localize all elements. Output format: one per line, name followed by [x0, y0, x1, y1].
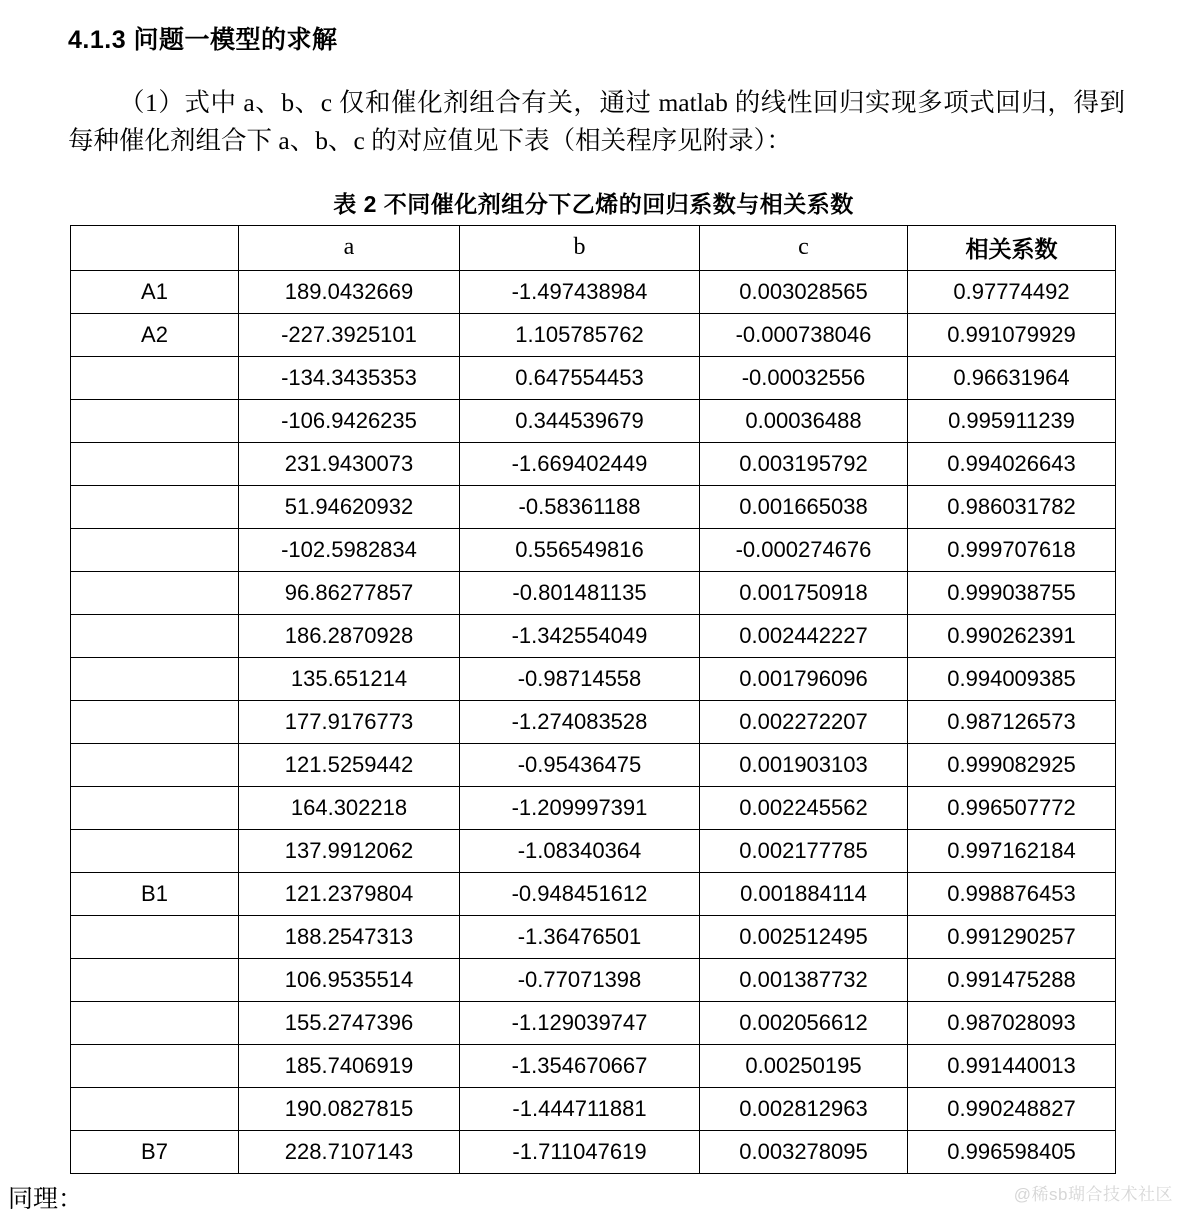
cell-b: 0.556549816 — [460, 528, 700, 571]
cell-b: -0.801481135 — [460, 571, 700, 614]
cell-label: B7 — [71, 1130, 239, 1173]
table-row — [71, 829, 1116, 872]
cell-c: 0.00250195 — [700, 1044, 908, 1087]
table-row — [71, 1044, 1116, 1087]
cell-c: 0.001796096 — [700, 657, 908, 700]
cell-b: -1.669402449 — [460, 442, 700, 485]
cell-c: 0.002177785 — [700, 829, 908, 872]
cell-a: 51.94620932 — [239, 485, 460, 528]
cell-a: -106.9426235 — [239, 399, 460, 442]
cell-a: 231.9430073 — [239, 442, 460, 485]
cell-correlation: 0.999707618 — [908, 528, 1116, 571]
cell-a: 121.2379804 — [239, 872, 460, 915]
cell-c: 0.003028565 — [700, 270, 908, 313]
cell-b: -1.08340364 — [460, 829, 700, 872]
cell-c: 0.002512495 — [700, 915, 908, 958]
table-row — [71, 571, 1116, 614]
cell-label — [71, 700, 239, 743]
cell-label — [71, 399, 239, 442]
table-row — [71, 700, 1116, 743]
body-paragraph: （1）式中 a、b、c 仅和催化剂组合有关，通过 matlab 的线性回归实现多项式回归，得到每种催化剂组合下 a、b、c 的对应值见下表（相关程序见附录）： — [68, 88, 1125, 156]
cell-label — [71, 786, 239, 829]
cell-b: -1.711047619 — [460, 1130, 700, 1173]
cell-b: -1.497438984 — [460, 270, 700, 313]
cell-b: -0.948451612 — [460, 872, 700, 915]
cell-c: 0.003195792 — [700, 442, 908, 485]
table-row — [71, 958, 1116, 1001]
cell-label — [71, 915, 239, 958]
cell-label — [71, 528, 239, 571]
table-row — [71, 915, 1116, 958]
cell-b: -1.36476501 — [460, 915, 700, 958]
footer-note: 同理： — [8, 1185, 84, 1213]
table-row — [71, 872, 1116, 915]
cell-c: -0.00032556 — [700, 356, 908, 399]
cell-correlation: 0.999038755 — [908, 571, 1116, 614]
table-row — [71, 1130, 1116, 1173]
cell-a: 135.651214 — [239, 657, 460, 700]
table-row — [71, 614, 1116, 657]
cell-a: 190.0827815 — [239, 1087, 460, 1130]
cell-a: 164.302218 — [239, 786, 460, 829]
cell-correlation: 0.999082925 — [908, 743, 1116, 786]
table-row — [71, 1001, 1116, 1044]
cell-a: -102.5982834 — [239, 528, 460, 571]
cell-c: 0.003278095 — [700, 1130, 908, 1173]
cell-b: -0.98714558 — [460, 657, 700, 700]
cell-correlation: 0.995911239 — [908, 399, 1116, 442]
cell-label — [71, 829, 239, 872]
cell-correlation: 0.991290257 — [908, 915, 1116, 958]
column-header-a: a — [239, 225, 460, 270]
table-row — [71, 356, 1116, 399]
cell-c: 0.002245562 — [700, 786, 908, 829]
cell-label — [71, 442, 239, 485]
cell-label — [71, 1044, 239, 1087]
cell-c: 0.001387732 — [700, 958, 908, 1001]
cell-label — [71, 1001, 239, 1044]
table-row — [71, 399, 1116, 442]
table-row — [71, 786, 1116, 829]
cell-a: 188.2547313 — [239, 915, 460, 958]
cell-label: A2 — [71, 313, 239, 356]
cell-correlation: 0.991440013 — [908, 1044, 1116, 1087]
cell-correlation: 0.987126573 — [908, 700, 1116, 743]
cell-b: 0.344539679 — [460, 399, 700, 442]
cell-a: -227.3925101 — [239, 313, 460, 356]
cell-b: -0.58361188 — [460, 485, 700, 528]
cell-b: -0.77071398 — [460, 958, 700, 1001]
table-row — [71, 270, 1116, 313]
cell-correlation: 0.990248827 — [908, 1087, 1116, 1130]
cell-label — [71, 958, 239, 1001]
cell-correlation: 0.990262391 — [908, 614, 1116, 657]
cell-c: 0.00036488 — [700, 399, 908, 442]
table-container — [0, 225, 1187, 1174]
cell-c: 0.002812963 — [700, 1087, 908, 1130]
cell-label — [71, 657, 239, 700]
cell-a: 228.7107143 — [239, 1130, 460, 1173]
cell-correlation: 0.97774492 — [908, 270, 1116, 313]
cell-a: 189.0432669 — [239, 270, 460, 313]
cell-correlation: 0.997162184 — [908, 829, 1116, 872]
cell-a: 121.5259442 — [239, 743, 460, 786]
cell-c: -0.000274676 — [700, 528, 908, 571]
cell-b: -0.95436475 — [460, 743, 700, 786]
column-header-correlation: 相关系数 — [908, 225, 1116, 270]
section-heading: 4.1.3 问题一模型的求解 — [68, 25, 338, 54]
cell-label — [71, 356, 239, 399]
cell-b: -1.209997391 — [460, 786, 700, 829]
cell-a: 155.2747396 — [239, 1001, 460, 1044]
cell-a: 186.2870928 — [239, 614, 460, 657]
cell-label: B1 — [71, 872, 239, 915]
cell-b: 0.647554453 — [460, 356, 700, 399]
cell-correlation: 0.987028093 — [908, 1001, 1116, 1044]
cell-correlation: 0.998876453 — [908, 872, 1116, 915]
cell-label — [71, 1087, 239, 1130]
column-header-label — [71, 225, 239, 270]
table-caption: 表 2 不同催化剂组分下乙烯的回归系数与相关系数 — [333, 190, 854, 217]
cell-correlation: 0.994009385 — [908, 657, 1116, 700]
table-row — [71, 485, 1116, 528]
cell-b: -1.444711881 — [460, 1087, 700, 1130]
cell-correlation: 0.996598405 — [908, 1130, 1116, 1173]
watermark: @稀sb瑚合技术社区 — [1013, 1184, 1173, 1204]
table-header — [71, 225, 1116, 270]
cell-c: 0.002056612 — [700, 1001, 908, 1044]
cell-correlation: 0.996507772 — [908, 786, 1116, 829]
cell-b: 1.105785762 — [460, 313, 700, 356]
column-header-c: c — [700, 225, 908, 270]
table-row — [71, 313, 1116, 356]
table-body — [71, 270, 1116, 1173]
column-header-b: b — [460, 225, 700, 270]
cell-label — [71, 571, 239, 614]
cell-label — [71, 743, 239, 786]
table-row — [71, 657, 1116, 700]
cell-b: -1.129039747 — [460, 1001, 700, 1044]
cell-c: 0.001903103 — [700, 743, 908, 786]
table-row — [71, 1087, 1116, 1130]
cell-correlation: 0.991475288 — [908, 958, 1116, 1001]
cell-a: 106.9535514 — [239, 958, 460, 1001]
cell-c: 0.001750918 — [700, 571, 908, 614]
cell-c: 0.001884114 — [700, 872, 908, 915]
cell-a: 96.86277857 — [239, 571, 460, 614]
cell-label — [71, 614, 239, 657]
cell-c: 0.002272207 — [700, 700, 908, 743]
cell-correlation: 0.994026643 — [908, 442, 1116, 485]
cell-b: -1.274083528 — [460, 700, 700, 743]
document-page — [0, 21, 1187, 1213]
table-header-row — [71, 225, 1116, 270]
cell-c: 0.002442227 — [700, 614, 908, 657]
cell-a: -134.3435353 — [239, 356, 460, 399]
cell-b: -1.342554049 — [460, 614, 700, 657]
table-row — [71, 442, 1116, 485]
cell-correlation: 0.991079929 — [908, 313, 1116, 356]
cell-c: 0.001665038 — [700, 485, 908, 528]
table-row — [71, 528, 1116, 571]
cell-correlation: 0.96631964 — [908, 356, 1116, 399]
cell-a: 185.7406919 — [239, 1044, 460, 1087]
cell-c: -0.000738046 — [700, 313, 908, 356]
cell-correlation: 0.986031782 — [908, 485, 1116, 528]
cell-a: 137.9912062 — [239, 829, 460, 872]
cell-label — [71, 485, 239, 528]
cell-b: -1.354670667 — [460, 1044, 700, 1087]
cell-a: 177.9176773 — [239, 700, 460, 743]
cell-label: A1 — [71, 270, 239, 313]
regression-coefficients-table — [70, 225, 1116, 1174]
table-row — [71, 743, 1116, 786]
